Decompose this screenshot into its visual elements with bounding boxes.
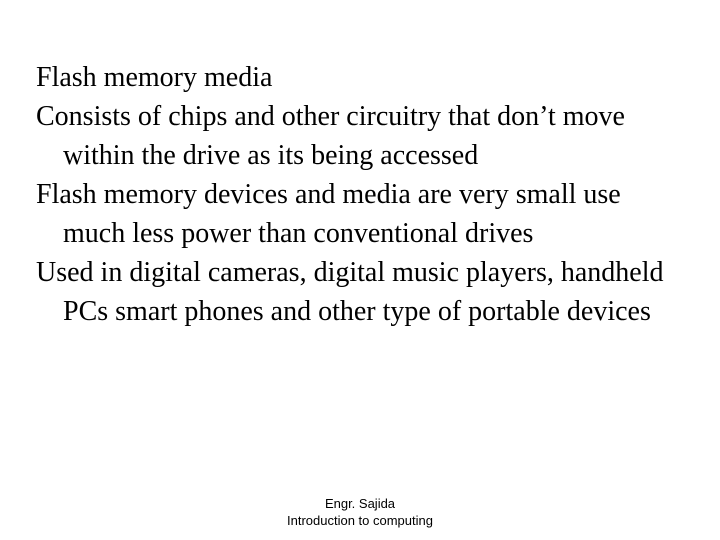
paragraph-flash-memory-media: Flash memory media: [36, 62, 273, 93]
paragraph-small-low-power: Flash memory devices and media are very small use much less power than conventional drives: [36, 179, 621, 249]
footer-author: Engr. Sajida: [324, 496, 396, 511]
slide-footer: [0, 495, 720, 529]
paragraph-chips-circuitry: Consists of chips and other circuitry that don’t move within the drive as its being accessed: [36, 101, 625, 171]
footer-course: Introduction to computing: [287, 513, 433, 528]
paragraph-uses: Used in digital cameras, digital music players, handheld PCs smart phones and other type of portable devices: [36, 257, 664, 327]
slide-body: [36, 58, 686, 331]
